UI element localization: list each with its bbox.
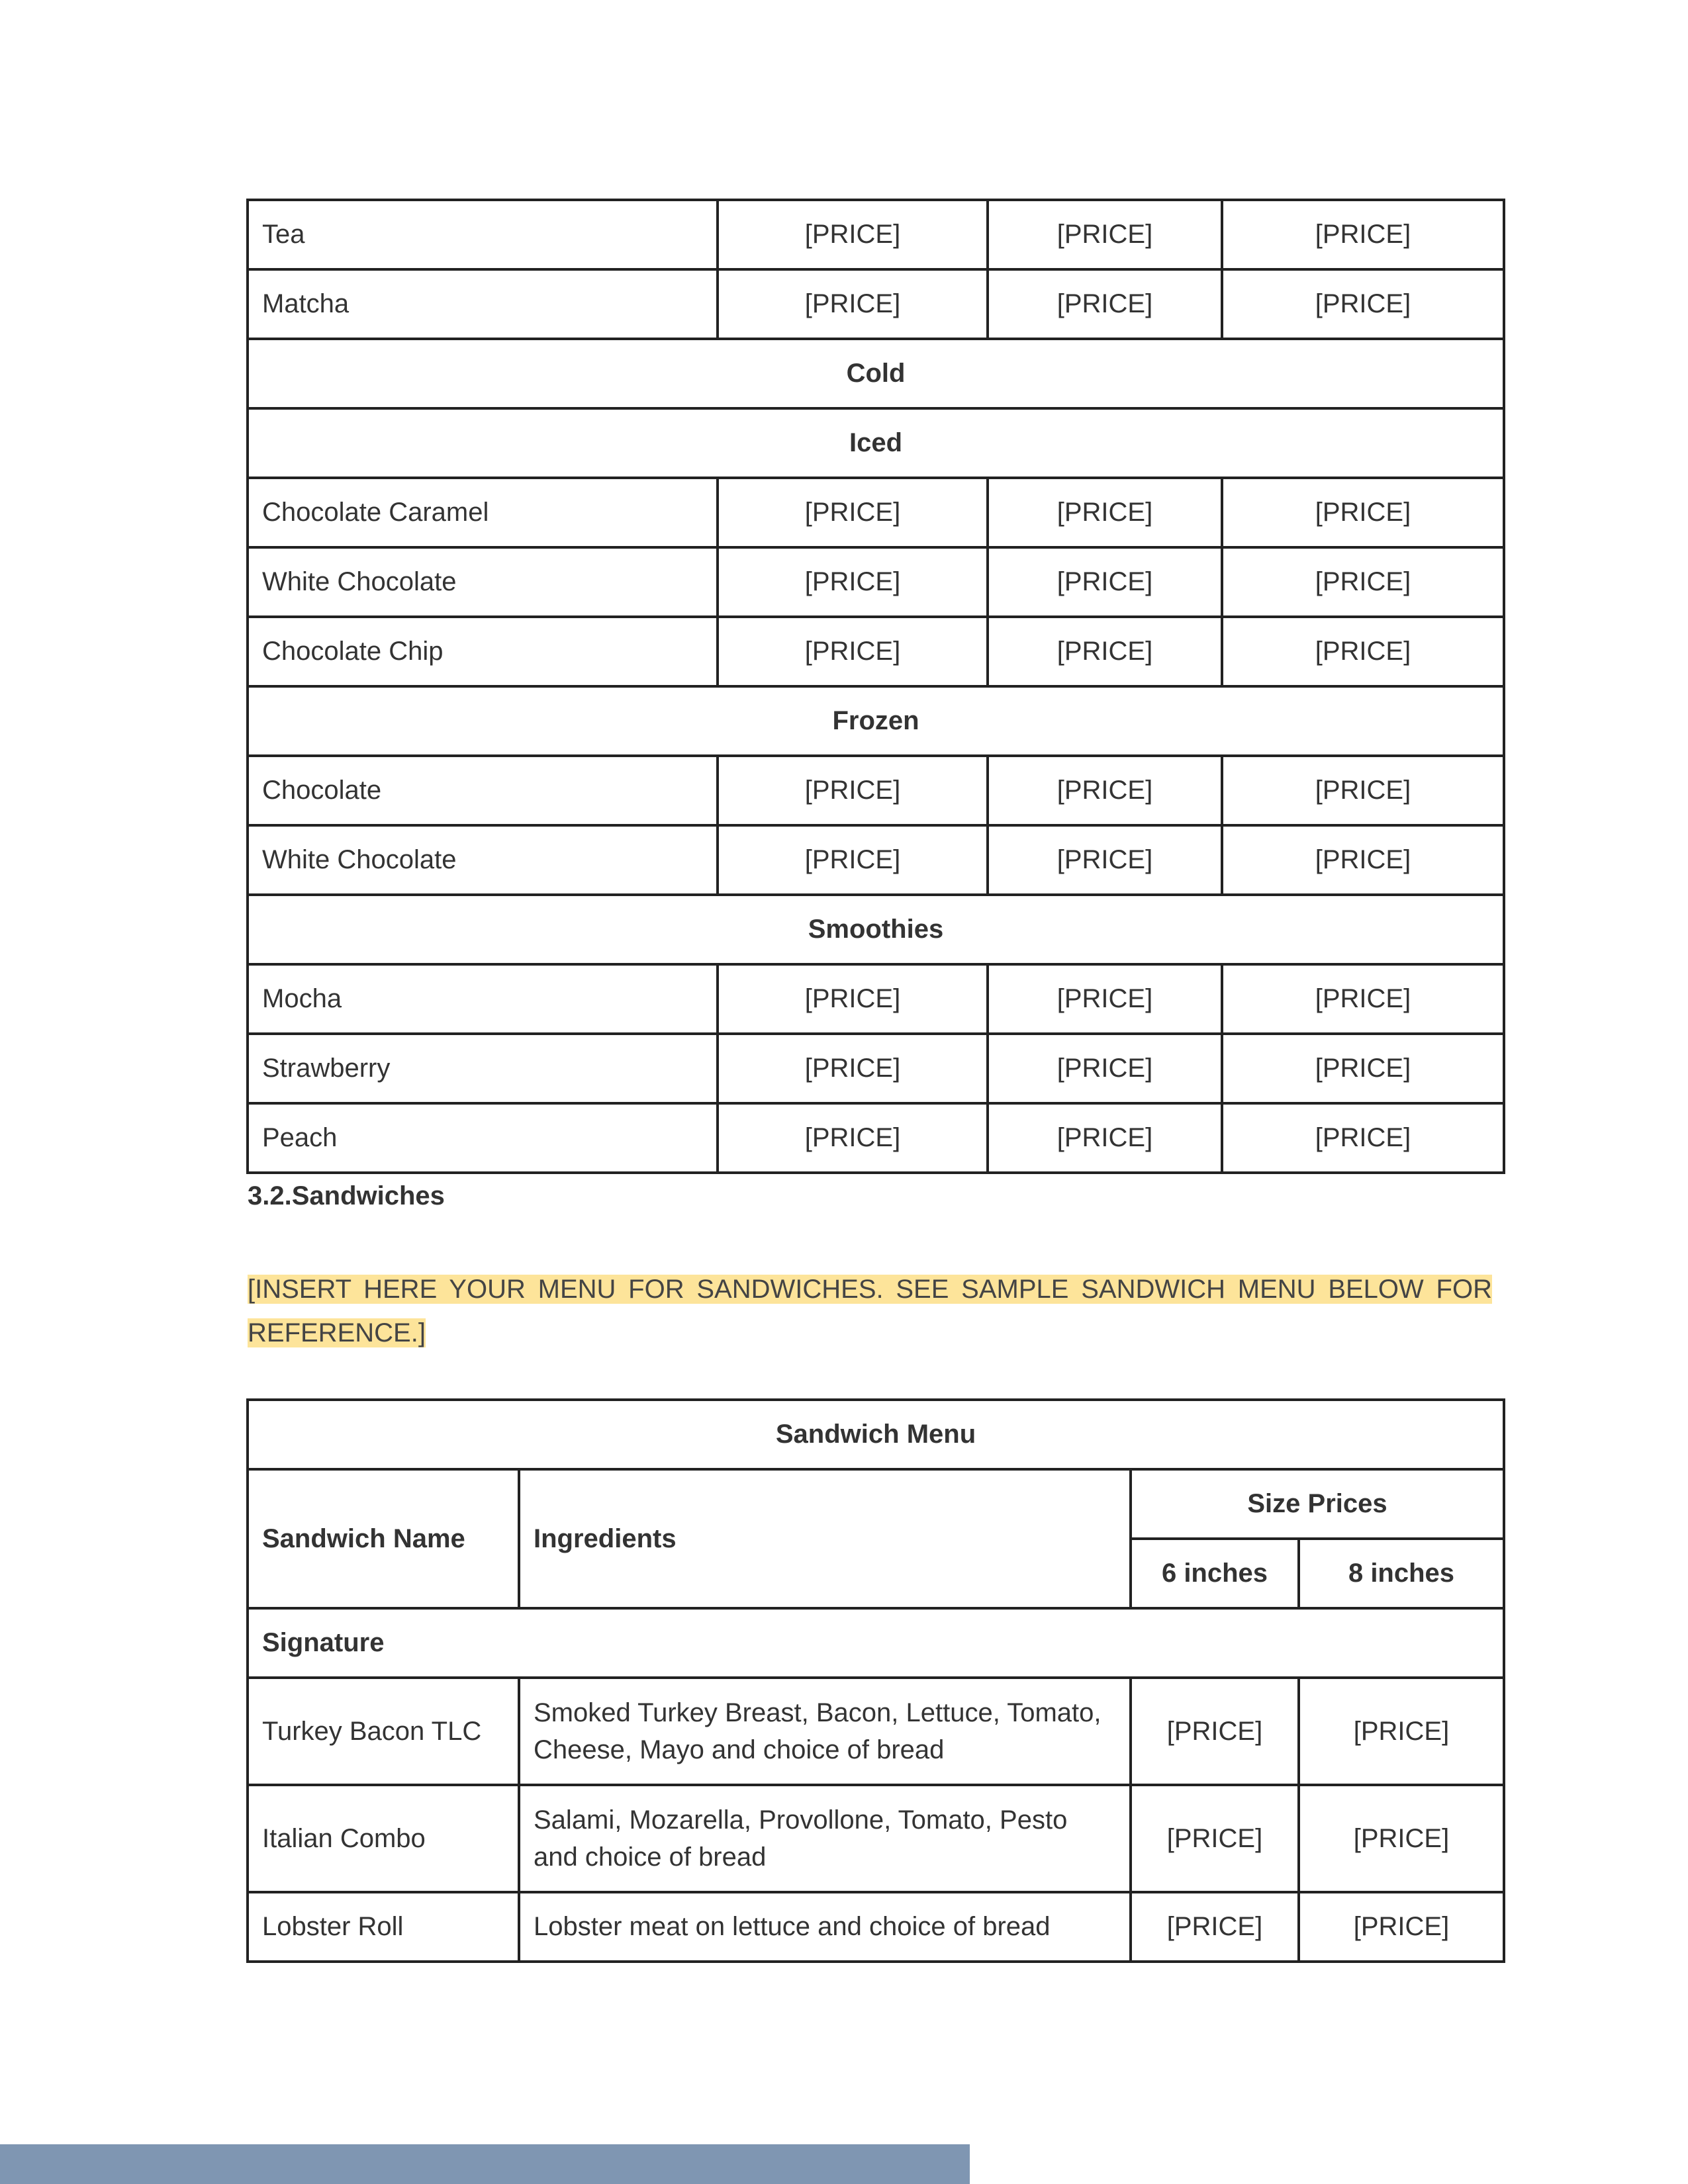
drink-price-size-2: [PRICE] xyxy=(988,964,1222,1034)
drink-name: Strawberry xyxy=(248,1034,718,1103)
footer-accent-bar xyxy=(0,2144,970,2184)
drink-name: White Chocolate xyxy=(248,547,718,617)
price-6-inch: [PRICE] xyxy=(1131,1785,1299,1892)
drink-price-size-2: [PRICE] xyxy=(988,200,1222,269)
sandwich-ingredients: Salami, Mozarella, Provollone, Tomato, Pesto and choice of bread xyxy=(519,1785,1131,1892)
drink-price-size-1: [PRICE] xyxy=(718,825,988,895)
drink-row xyxy=(248,964,1504,1034)
drink-price-size-2: [PRICE] xyxy=(988,269,1222,339)
sandwich-name: Italian Combo xyxy=(248,1785,519,1892)
drink-price-size-3: [PRICE] xyxy=(1222,964,1504,1034)
drink-price-size-1: [PRICE] xyxy=(718,964,988,1034)
category-signature: Signature xyxy=(248,1608,1504,1678)
drink-price-size-2: [PRICE] xyxy=(988,1034,1222,1103)
drink-price-size-1: [PRICE] xyxy=(718,269,988,339)
category-header: Frozen xyxy=(248,686,1504,756)
drink-price-size-1: [PRICE] xyxy=(718,1103,988,1173)
sandwich-header-row xyxy=(248,1469,1504,1539)
category-header: Iced xyxy=(248,408,1504,478)
sandwich-name: Turkey Bacon TLC xyxy=(248,1678,519,1785)
sandwich-row xyxy=(248,1785,1504,1892)
column-header-size-prices: Size Prices xyxy=(1131,1469,1504,1539)
drink-row xyxy=(248,478,1504,547)
sandwich-ingredients: Lobster meat on lettuce and choice of bread xyxy=(519,1892,1131,1962)
drink-name: Matcha xyxy=(248,269,718,339)
drink-name: Chocolate xyxy=(248,756,718,825)
drink-row xyxy=(248,269,1504,339)
drink-price-size-2: [PRICE] xyxy=(988,756,1222,825)
price-8-inch: [PRICE] xyxy=(1299,1678,1504,1785)
sandwich-category-row xyxy=(248,1608,1504,1678)
price-8-inch: [PRICE] xyxy=(1299,1785,1504,1892)
drink-price-size-1: [PRICE] xyxy=(718,1034,988,1103)
drink-price-size-3: [PRICE] xyxy=(1222,1034,1504,1103)
column-header-6-inches: 6 inches xyxy=(1131,1539,1299,1608)
drink-price-size-3: [PRICE] xyxy=(1222,269,1504,339)
category-header-row xyxy=(248,686,1504,756)
drink-price-size-2: [PRICE] xyxy=(988,825,1222,895)
drink-price-size-3: [PRICE] xyxy=(1222,617,1504,686)
drink-price-size-2: [PRICE] xyxy=(988,547,1222,617)
drink-name: Chocolate Caramel xyxy=(248,478,718,547)
price-6-inch: [PRICE] xyxy=(1131,1678,1299,1785)
drink-name: White Chocolate xyxy=(248,825,718,895)
drink-row xyxy=(248,756,1504,825)
drink-price-size-3: [PRICE] xyxy=(1222,478,1504,547)
drink-price-size-3: [PRICE] xyxy=(1222,200,1504,269)
drink-price-size-2: [PRICE] xyxy=(988,478,1222,547)
drink-price-size-3: [PRICE] xyxy=(1222,825,1504,895)
sandwich-title-row xyxy=(248,1400,1504,1469)
drink-price-size-2: [PRICE] xyxy=(988,1103,1222,1173)
drink-price-size-1: [PRICE] xyxy=(718,617,988,686)
drink-price-size-3: [PRICE] xyxy=(1222,547,1504,617)
drink-row xyxy=(248,547,1504,617)
drink-row xyxy=(248,617,1504,686)
price-6-inch: [PRICE] xyxy=(1131,1892,1299,1962)
drinks-price-table xyxy=(246,199,1505,1174)
category-header: Cold xyxy=(248,339,1504,408)
category-header-row xyxy=(248,895,1504,964)
drink-price-size-3: [PRICE] xyxy=(1222,756,1504,825)
sandwich-name: Lobster Roll xyxy=(248,1892,519,1962)
sandwich-ingredients: Smoked Turkey Breast, Bacon, Lettuce, Tomato, Cheese, Mayo and choice of bread xyxy=(519,1678,1131,1785)
category-header: Smoothies xyxy=(248,895,1504,964)
drink-price-size-1: [PRICE] xyxy=(718,756,988,825)
drink-price-size-1: [PRICE] xyxy=(718,547,988,617)
price-8-inch: [PRICE] xyxy=(1299,1892,1504,1962)
sandwich-menu-title: Sandwich Menu xyxy=(248,1400,1504,1469)
drink-name: Mocha xyxy=(248,964,718,1034)
section-heading-sandwiches: 3.2.Sandwiches xyxy=(248,1181,445,1210)
drink-price-size-2: [PRICE] xyxy=(988,617,1222,686)
column-header-sandwich-name: Sandwich Name xyxy=(248,1469,519,1608)
sandwich-menu-table xyxy=(246,1398,1505,1963)
drink-row xyxy=(248,1103,1504,1173)
category-header-row xyxy=(248,408,1504,478)
drink-row xyxy=(248,200,1504,269)
sandwich-row xyxy=(248,1678,1504,1785)
drink-name: Tea xyxy=(248,200,718,269)
instruction-placeholder xyxy=(248,1267,1492,1355)
category-header-row xyxy=(248,339,1504,408)
drink-row xyxy=(248,1034,1504,1103)
column-header-8-inches: 8 inches xyxy=(1299,1539,1504,1608)
drink-price-size-1: [PRICE] xyxy=(718,478,988,547)
instruction-highlight: [INSERT HERE YOUR MENU FOR SANDWICHES. SEE SAMPLE SANDWICH MENU BELOW FOR REFERENCE.] xyxy=(248,1275,1492,1347)
drink-row xyxy=(248,825,1504,895)
drink-price-size-3: [PRICE] xyxy=(1222,1103,1504,1173)
sandwich-row xyxy=(248,1892,1504,1962)
drink-name: Chocolate Chip xyxy=(248,617,718,686)
drink-name: Peach xyxy=(248,1103,718,1173)
drink-price-size-1: [PRICE] xyxy=(718,200,988,269)
column-header-ingredients: Ingredients xyxy=(519,1469,1131,1608)
